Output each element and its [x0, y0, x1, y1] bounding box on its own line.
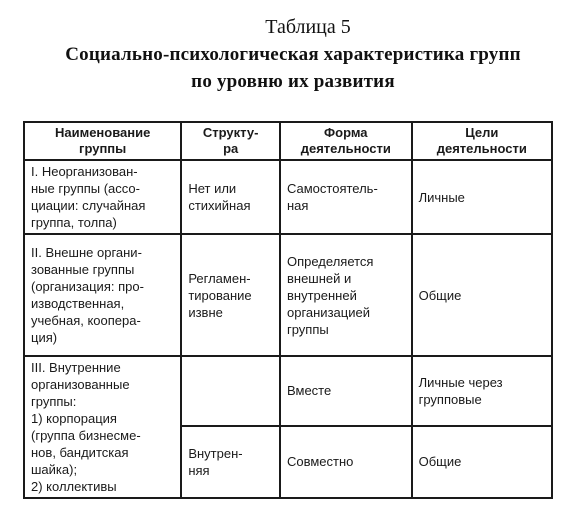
group-name-cell: III. Внутренние организованные группы: 1) корпорация (группа бизнесме- нов, бандитская шайка); 2) коллективы	[24, 356, 181, 498]
structure-cell	[181, 356, 280, 426]
column-header-name: Наименование группы	[24, 122, 181, 160]
structure-cell: Регламен- тирование извне	[181, 234, 280, 356]
table-title-line-2: по уровню их развития	[191, 71, 395, 92]
table-row	[24, 234, 552, 356]
column-header-activity-goals: Цели деятельности	[412, 122, 552, 160]
group-name-cell: I. Неорганизован- ные группы (ассо- циации: случайная группа, толпа)	[24, 160, 181, 234]
table-number: Таблица 5	[265, 16, 351, 38]
structure-cell: Внутрен- няя	[181, 426, 280, 498]
structure-cell: Нет или стихийная	[181, 160, 280, 234]
group-characteristics-table	[23, 121, 553, 499]
activity-goals-cell: Личные через групповые	[412, 356, 552, 426]
column-header-structure: Структу- ра	[181, 122, 280, 160]
activity-form-cell: Самостоятель- ная	[280, 160, 412, 234]
table-header-row	[24, 122, 552, 160]
activity-form-cell: Совместно	[280, 426, 412, 498]
activity-form-cell: Вместе	[280, 356, 412, 426]
table-title-line-1: Социально-психологическая характеристика групп	[65, 44, 521, 65]
activity-goals-cell: Общие	[412, 426, 552, 498]
activity-form-cell: Определяется внешней и внутренней организацией группы	[280, 234, 412, 356]
activity-goals-cell: Общие	[412, 234, 552, 356]
group-name-cell: II. Внешне органи- зованные группы (организация: про- изводственная, учебная, коопера- ция)	[24, 234, 181, 356]
table-row	[24, 160, 552, 234]
column-header-activity-form: Форма деятельности	[280, 122, 412, 160]
activity-goals-cell: Личные	[412, 160, 552, 234]
table-row	[24, 356, 552, 426]
